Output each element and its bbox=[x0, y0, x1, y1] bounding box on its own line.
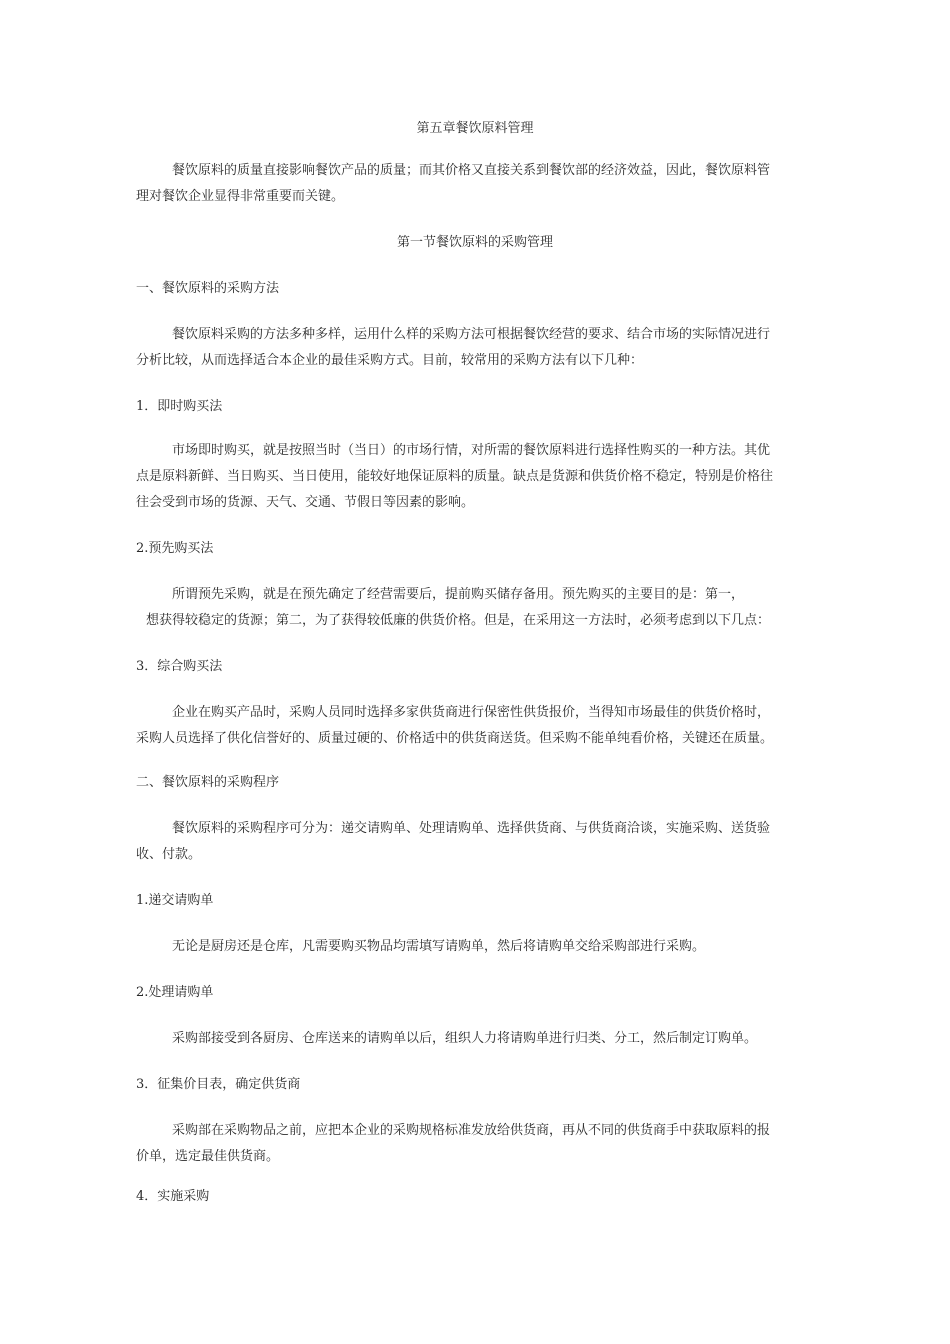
procedure-1-heading: 1.递交请购单 bbox=[136, 893, 214, 908]
method-1-text-line-1: 市场即时购买，就是按照当时（当日）的市场行情，对所需的餐饮原料进行选择性购买的一种方法。其优 bbox=[172, 443, 771, 458]
chapter-title: 第五章餐饮原料管理 bbox=[416, 121, 534, 136]
procedure-1-text: 无论是厨房还是仓库，凡需要购买物品均需填写请购单，然后将请购单交给采购部进行采购。 bbox=[172, 939, 706, 954]
methods-intro-line-2: 分析比较，从而选择适合本企业的最佳采购方式。目前，较常用的采购方法有以下几种： bbox=[136, 353, 644, 368]
method-3-text-line-1: 企业在购买产品时，采购人员同时选择多家供货商进行保密性供货报价，当得知市场最佳的供货价格时， bbox=[172, 705, 771, 720]
procedure-4-heading: 4．实施采购 bbox=[136, 1189, 210, 1204]
method-1-text-line-3: 往会受到市场的货源、天气、交通、节假日等因素的影响。 bbox=[136, 495, 475, 510]
procedure-3-heading: 3．征集价目表，确定供货商 bbox=[136, 1077, 301, 1092]
intro-line-1: 餐饮原料的质量直接影响餐饮产品的质量；而其价格又直接关系到餐饮部的经济效益，因此，餐饮原料管 bbox=[172, 163, 771, 178]
heading-procedure: 二、餐饮原料的采购程序 bbox=[136, 775, 280, 790]
methods-intro-line-1: 餐饮原料采购的方法多种多样，运用什么样的采购方法可根据餐饮经营的要求、结合市场的实际情况进行 bbox=[172, 327, 771, 342]
method-1-text-line-2: 点是原料新鲜、当日购买、当日使用，能较好地保证原料的质量。缺点是货源和供货价格不稳定，特别是价格往 bbox=[136, 469, 774, 484]
method-2-text-line-1: 所谓预先采购，就是在预先确定了经营需要后，提前购买储存备用。预先购买的主要目的是：第一， bbox=[172, 587, 745, 602]
procedure-intro-line-1: 餐饮原料的采购程序可分为：递交请购单、处理请购单、选择供货商、与供货商洽谈，实施采购、送货验 bbox=[172, 821, 771, 836]
procedure-intro-line-2: 收、付款。 bbox=[136, 847, 202, 862]
intro-line-2: 理对餐饮企业显得非常重要而关键。 bbox=[136, 189, 345, 204]
procedure-2-text: 采购部接受到各厨房、仓库送来的请购单以后，组织人力将请购单进行归类、分工，然后制定订购单。 bbox=[172, 1031, 758, 1046]
method-2-heading: 2.预先购买法 bbox=[136, 541, 214, 556]
method-3-heading: 3．综合购买法 bbox=[136, 659, 223, 674]
method-3-text-line-2: 采购人员选择了供化信誉好的、质量过硬的、价格适中的供货商送货。但采购不能单纯看价格，关键还在质量。 bbox=[136, 731, 774, 746]
procedure-3-text-line-1: 采购部在采购物品之前，应把本企业的采购规格标准发放给供货商，再从不同的供货商手中获取原料的报 bbox=[172, 1123, 771, 1138]
procedure-3-text-line-2: 价单，选定最佳供货商。 bbox=[136, 1149, 280, 1164]
procedure-2-heading: 2.处理请购单 bbox=[136, 985, 214, 1000]
heading-methods: 一、餐饮原料的采购方法 bbox=[136, 281, 280, 296]
method-2-text-line-2: 想获得较稳定的货源；第二，为了获得较低廉的供货价格。但是，在采用这一方法时，必须考虑到以下几点： bbox=[146, 613, 771, 628]
section-title: 第一节餐饮原料的采购管理 bbox=[396, 235, 553, 250]
method-1-heading: 1．即时购买法 bbox=[136, 399, 223, 414]
